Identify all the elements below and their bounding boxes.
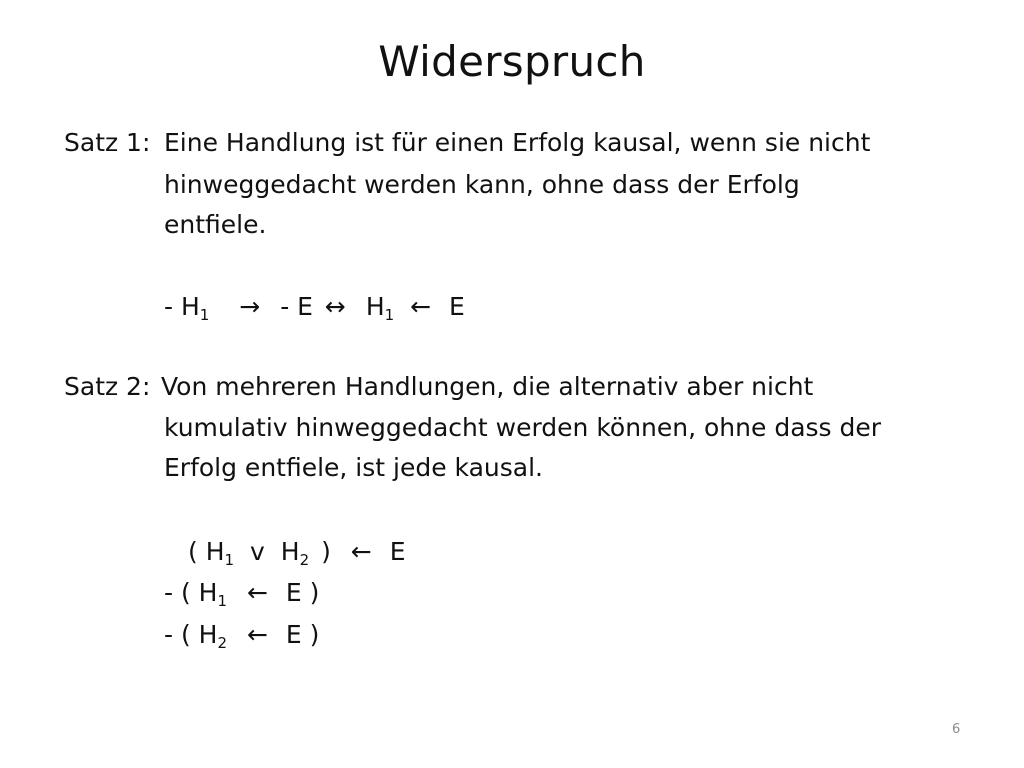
formula-close: ) [321, 537, 331, 566]
equivalence-arrow-icon: ↔ [324, 292, 346, 321]
formula-subscript: 1 [384, 306, 395, 324]
formula-or: v [250, 537, 265, 566]
formula-subscript: 1 [217, 592, 228, 610]
satz1-label: Satz 1: [64, 128, 151, 157]
satz2-label: Satz 2: [64, 372, 151, 401]
formula-neg-open-h: - ( H [164, 578, 218, 607]
satz2-formula-1 [188, 535, 405, 569]
formula-e-close: E ) [285, 620, 320, 649]
arrow-left-icon: ← [246, 578, 268, 607]
formula-subscript: 2 [299, 551, 310, 569]
formula-subscript: 1 [199, 306, 210, 324]
formula-subscript: 2 [217, 634, 228, 652]
satz1-formula [164, 290, 465, 324]
arrow-right-icon: → [239, 292, 261, 321]
formula-neg-e: - E [280, 292, 313, 321]
slide-title: Widerspruch [378, 37, 646, 86]
satz2-formula-3 [164, 618, 319, 652]
satz1-line-2: hinweggedacht werden kann, ohne dass der Erfolg [164, 170, 800, 199]
formula-subscript: 1 [224, 551, 235, 569]
formula-h: H [280, 537, 300, 566]
arrow-left-icon: ← [350, 537, 372, 566]
formula-open-h: ( H [188, 537, 225, 566]
formula-e: E [389, 537, 406, 566]
satz2-line-1: Von mehreren Handlungen, die alternativ aber nicht [161, 372, 814, 401]
arrow-left-icon: ← [410, 292, 432, 321]
satz2-line-3: Erfolg entfiele, ist jede kausal. [164, 453, 543, 482]
page-number: 6 [952, 722, 961, 737]
formula-neg-open-h: - ( H [164, 620, 218, 649]
formula-e: E [449, 292, 465, 321]
formula-e-close: E ) [285, 578, 320, 607]
formula-h: H [365, 292, 385, 321]
satz1-line-1: Eine Handlung ist für einen Erfolg kausal, wenn sie nicht [164, 128, 871, 157]
arrow-left-icon: ← [246, 620, 268, 649]
formula-neg-h: - H [164, 292, 200, 321]
satz2-formula-2 [164, 576, 319, 610]
satz2-line-2: kumulativ hinweggedacht werden können, ohne dass der [164, 413, 882, 442]
satz1-line-3: entfiele. [164, 210, 267, 239]
